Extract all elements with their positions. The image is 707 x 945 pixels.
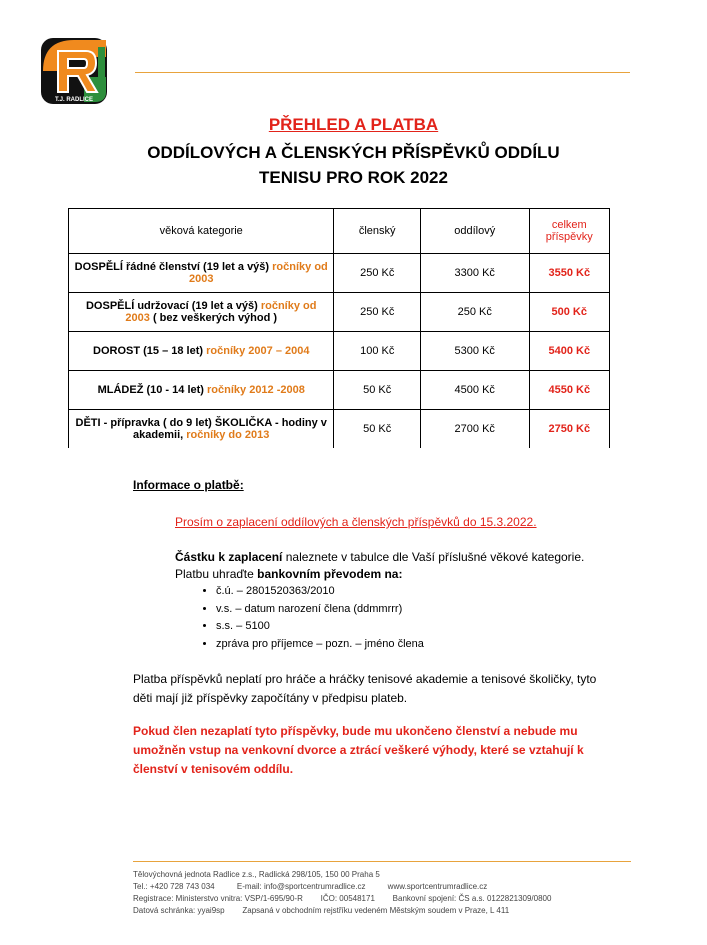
payment-info-heading: Informace o platbě: bbox=[133, 478, 244, 492]
page-title: PŘEHLED A PLATBA bbox=[268, 115, 439, 134]
total-fee-cell: 3550 Kč bbox=[529, 254, 609, 293]
footer-address: Tělovýchovná jednota Radlice z.s., Radlická 298/105, 150 00 Praha 5 bbox=[133, 870, 380, 879]
list-item: • v.s. – datum narození člena (ddmmrrr) bbox=[216, 601, 424, 619]
footer-divider bbox=[133, 861, 631, 862]
payment-details-list bbox=[175, 583, 424, 653]
list-item: • č.ú. – 2801520363/2010 bbox=[216, 583, 424, 601]
table-row bbox=[69, 410, 610, 449]
category-cell: DOROST (15 – 18 let) ročníky 2007 – 2004 bbox=[69, 332, 334, 371]
amount-instruction: Částku k zaplacení naleznete v tabulce dle Vaší příslušné věkové kategorie. bbox=[175, 550, 585, 564]
table-row bbox=[69, 332, 610, 371]
total-fee-cell: 4550 Kč bbox=[529, 371, 609, 410]
header-club: oddílový bbox=[420, 209, 529, 254]
non-payment-warning: Pokud člen nezaplatí tyto příspěvky, bude mu ukončeno členství a nebude mu umožněn vstup na venkovní dvorce a ztrácí veškeré výhody, které se vztahují k členství v tenisovém oddílu. bbox=[133, 724, 584, 776]
page-subtitle-line1: ODDÍLOVÝCH A ČLENSKÝCH PŘÍSPĚVKŮ ODDÍLU bbox=[147, 143, 560, 162]
member-fee-cell: 50 Kč bbox=[334, 371, 420, 410]
payment-deadline: Prosím o zaplacení oddílových a členských příspěvků do 15.3.2022. bbox=[175, 515, 537, 529]
page-subtitle-line2: TENISU PRO ROK 2022 bbox=[259, 168, 448, 187]
total-fee-cell: 5400 Kč bbox=[529, 332, 609, 371]
header-member: členský bbox=[334, 209, 420, 254]
logo-text: T.J. RADLICE bbox=[54, 97, 94, 103]
tj-radlice-logo bbox=[40, 37, 108, 105]
list-item: • s.s. – 5100 bbox=[216, 618, 424, 636]
club-fee-cell: 2700 Kč bbox=[420, 410, 529, 449]
member-fee-cell: 250 Kč bbox=[334, 254, 420, 293]
table-header-row bbox=[69, 209, 610, 254]
club-fee-cell: 3300 Kč bbox=[420, 254, 529, 293]
category-cell: DOSPĚLÍ řádné členství (19 let a výš) ročníky od 2003 bbox=[69, 254, 334, 293]
club-fee-cell: 5300 Kč bbox=[420, 332, 529, 371]
footer-registration: Registrace: Ministerstvo vnitra: VSP/1-695/90-R IČO: 00548171 Bankovní spojení: ČS a.s. 0122821309/0800 bbox=[133, 894, 552, 903]
category-cell: DĚTI - přípravka ( do 9 let) ŠKOLIČKA - hodiny v akademii, ročníky do 2013 bbox=[69, 410, 334, 449]
member-fee-cell: 250 Kč bbox=[334, 293, 420, 332]
table-row bbox=[69, 293, 610, 332]
category-cell: DOSPĚLÍ udržovací (19 let a výš) ročníky od 2003 ( bez veškerých výhod ) bbox=[69, 293, 334, 332]
table-row bbox=[69, 254, 610, 293]
header-category: věková kategorie bbox=[69, 209, 334, 254]
academy-note: Platba příspěvků neplatí pro hráče a hráčky tenisové akademie a tenisové školičky, tyto děti mají již příspěvky započítány v předpisu plateb. bbox=[133, 672, 597, 705]
club-fee-cell: 4500 Kč bbox=[420, 371, 529, 410]
total-fee-cell: 500 Kč bbox=[529, 293, 609, 332]
fees-table bbox=[68, 208, 610, 448]
header-divider bbox=[135, 72, 630, 73]
category-cell: MLÁDEŽ (10 - 14 let) ročníky 2012 -2008 bbox=[69, 371, 334, 410]
list-item: • zpráva pro příjemce – pozn. – jméno člena bbox=[216, 636, 424, 654]
transfer-instruction: Platbu uhraďte bankovním převodem na: bbox=[175, 567, 403, 581]
header-total: celkem příspěvky bbox=[529, 209, 609, 254]
total-fee-cell: 2750 Kč bbox=[529, 410, 609, 449]
table-row bbox=[69, 371, 610, 410]
footer bbox=[133, 869, 551, 917]
footer-registry: Datová schránka: yyai9sp Zapsaná v obchodním rejstříku vedeném Městským soudem v Praze, L 411 bbox=[133, 906, 510, 915]
member-fee-cell: 50 Kč bbox=[334, 410, 420, 449]
footer-contact: Tel.: +420 728 743 034 E-mail: info@sportcentrumradlice.cz www.sportcentrumradlice.cz bbox=[133, 882, 488, 891]
member-fee-cell: 100 Kč bbox=[334, 332, 420, 371]
club-fee-cell: 250 Kč bbox=[420, 293, 529, 332]
